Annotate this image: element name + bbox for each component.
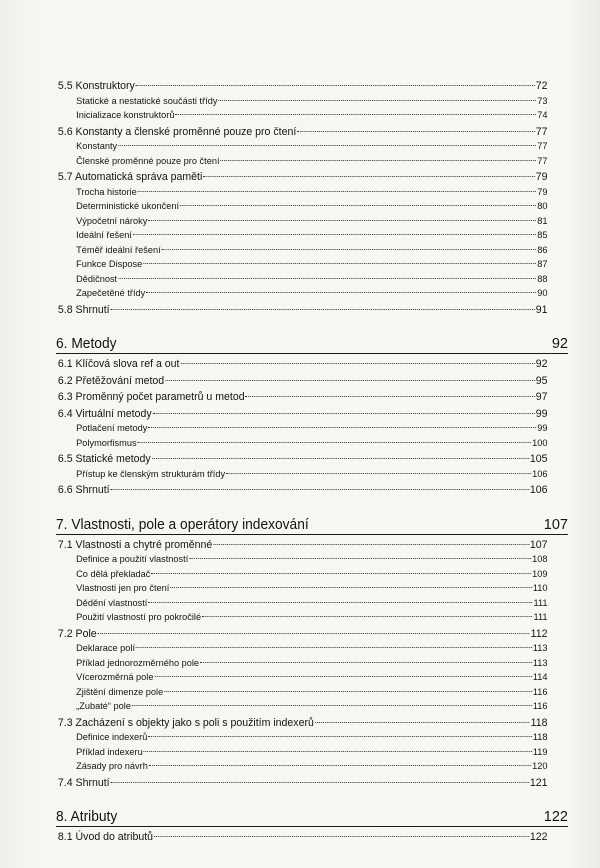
toc-section-entry <box>56 406 548 423</box>
entry-title: Zapečetěné třídy <box>76 288 146 299</box>
dot-leader <box>143 263 536 264</box>
entry-page-number: 120 <box>532 761 548 772</box>
entry-title: Potlačení metody <box>76 423 148 434</box>
entry-page-number: 86 <box>537 244 548 256</box>
dot-leader <box>164 691 532 692</box>
toc-subsection-entry <box>56 109 548 124</box>
entry-title: Použití vlastností pro pokročilé <box>76 612 202 623</box>
toc-section-entry <box>56 537 548 554</box>
dot-leader <box>152 458 529 459</box>
toc-subsection-entry <box>56 422 548 437</box>
entry-page-number: 111 <box>533 612 548 623</box>
entry-page-number: 108 <box>532 554 548 565</box>
toc-subsection-entry <box>56 468 548 483</box>
toc-section-entry <box>56 356 548 373</box>
entry-title: Co dělá překladač <box>76 568 151 580</box>
toc-subsection-entry <box>56 273 548 288</box>
dot-leader <box>144 751 532 752</box>
toc-subsection-entry <box>56 760 548 775</box>
toc-section-entry <box>56 78 548 95</box>
entry-title: 8.1 Úvod do atributů <box>57 831 154 843</box>
toc-subsection-entry <box>56 686 548 701</box>
entry-title: Definice indexerů <box>76 732 148 743</box>
entry-title: Příklad jednorozměrného pole <box>76 657 200 669</box>
dot-leader <box>170 587 532 588</box>
entry-page-number: 77 <box>537 155 548 167</box>
toc-subsection-entry <box>56 200 548 215</box>
toc-subsection-entry <box>56 229 548 244</box>
entry-page-number: 122 <box>529 831 548 843</box>
entry-title: Vlastnosti jen pro čtení <box>76 583 170 594</box>
entry-title: 6.6 Shrnutí <box>57 484 110 496</box>
chapter-page-number: 92 <box>551 336 568 352</box>
entry-title: 7.4 Shrnutí <box>57 776 110 789</box>
entry-title: Výpočetní nároky <box>76 215 148 227</box>
entry-page-number: 110 <box>532 583 548 594</box>
toc-subsection-entry <box>56 258 548 273</box>
entry-page-number: 97 <box>535 391 548 403</box>
dot-leader <box>246 396 535 397</box>
entry-title: Trocha historie <box>76 186 137 198</box>
entry-page-number: 113 <box>532 643 548 654</box>
dot-leader <box>111 782 529 783</box>
toc-subsection-entry <box>56 155 548 170</box>
entry-title: Zjištění dimenze pole <box>76 686 164 698</box>
dot-leader <box>148 427 536 428</box>
entry-title: Polymorfismus <box>76 437 137 449</box>
entry-page-number: 118 <box>532 732 548 743</box>
entry-page-number: 73 <box>537 95 548 107</box>
entry-page-number: 116 <box>532 686 548 698</box>
entry-title: Konstanty <box>76 141 118 152</box>
entry-title: 5.5 Konstruktory <box>57 80 135 92</box>
entry-page-number: 119 <box>532 746 548 758</box>
dot-leader <box>226 473 531 474</box>
toc-section-entry <box>56 482 548 499</box>
entry-title: Definice a použití vlastností <box>76 554 189 565</box>
toc-subsection-entry <box>56 700 548 715</box>
dot-leader <box>154 676 531 677</box>
entry-title: 6.4 Virtuální metody <box>57 407 152 420</box>
entry-page-number: 80 <box>537 201 548 212</box>
toc-subsection-entry <box>56 140 548 155</box>
entry-page-number: 77 <box>537 141 548 152</box>
entry-title: Funkce Dispose <box>76 259 143 270</box>
entry-title: Dědění vlastností <box>76 597 148 609</box>
entry-page-number: 121 <box>529 776 548 789</box>
entry-title: 6.5 Statické metody <box>57 453 151 465</box>
entry-page-number: 79 <box>535 171 548 183</box>
entry-page-number: 74 <box>537 110 548 121</box>
chapter-title: 7. Vlastnosti, pole a operátory indexování <box>56 516 309 533</box>
entry-page-number: 79 <box>537 186 548 198</box>
toc-section-entry <box>56 775 548 792</box>
dot-leader <box>138 191 537 192</box>
dot-leader <box>153 413 535 414</box>
toc-section-entry <box>56 829 548 846</box>
toc-subsection-entry <box>56 95 548 110</box>
entry-page-number: 99 <box>537 423 548 434</box>
entry-page-number: 112 <box>530 627 548 640</box>
dot-leader <box>315 722 530 723</box>
dot-leader <box>111 309 535 310</box>
toc-chapter-heading <box>56 332 568 354</box>
entry-page-number: 100 <box>532 437 548 449</box>
toc-section-entry <box>56 626 548 643</box>
toc-subsection-entry <box>56 597 548 612</box>
dot-leader <box>132 705 532 706</box>
entry-page-number: 91 <box>535 303 548 316</box>
entry-title: 6.1 Klíčová slova ref a out <box>57 358 180 370</box>
entry-page-number: 85 <box>537 230 548 241</box>
toc-subsection-entry <box>56 731 548 746</box>
entry-title: 6.3 Proměnný počet parametrů u metod <box>57 391 245 403</box>
toc-subsection-entry <box>56 287 548 302</box>
dot-leader <box>162 249 537 250</box>
toc-section-entry <box>56 302 548 319</box>
entry-page-number: 92 <box>535 358 548 370</box>
toc-subsection-entry <box>56 671 548 686</box>
entry-page-number: 81 <box>537 215 548 227</box>
toc-section-entry <box>56 373 548 390</box>
dot-leader <box>151 573 531 574</box>
dot-leader <box>154 836 529 837</box>
entry-title: Dědičnost <box>76 273 118 285</box>
dot-leader <box>200 662 532 663</box>
dot-leader <box>189 558 531 559</box>
entry-page-number: 106 <box>529 484 548 496</box>
entry-page-number: 113 <box>532 657 548 669</box>
dot-leader <box>148 602 532 603</box>
dot-leader <box>111 489 529 490</box>
entry-page-number: 88 <box>537 273 548 285</box>
entry-page-number: 109 <box>532 568 548 580</box>
dot-leader <box>180 205 536 206</box>
chapter-title: 8. Atributy <box>56 809 118 825</box>
dot-leader <box>118 145 536 146</box>
entry-title: 5.6 Konstanty a členské proměnné pouze pro čtení <box>57 125 297 138</box>
dot-leader <box>180 363 534 364</box>
chapter-title: 6. Metody <box>56 336 117 352</box>
chapter-page-number: 122 <box>543 809 568 825</box>
entry-page-number: 72 <box>535 80 548 92</box>
entry-title: 5.7 Automatická správa paměti <box>57 171 203 183</box>
toc-subsection-entry <box>56 611 548 626</box>
table-of-contents <box>56 78 568 846</box>
dot-leader <box>98 633 530 634</box>
dot-leader <box>218 100 536 101</box>
toc-subsection-entry <box>56 746 548 761</box>
entry-page-number: 99 <box>535 407 548 420</box>
toc-subsection-entry <box>56 568 548 583</box>
toc-section-entry <box>56 169 548 186</box>
entry-page-number: 90 <box>537 288 548 299</box>
entry-page-number: 118 <box>530 716 548 729</box>
toc-chapter-heading <box>56 805 568 827</box>
entry-title: Vícerozměrná pole <box>76 672 154 683</box>
entry-page-number: 105 <box>529 453 548 465</box>
toc-subsection-entry <box>56 437 548 452</box>
dot-leader <box>202 616 533 617</box>
entry-title: Téměř ideální řešení <box>76 244 161 256</box>
dot-leader <box>133 234 536 235</box>
dot-leader <box>136 85 535 86</box>
entry-page-number: 114 <box>532 672 548 683</box>
dot-leader <box>118 278 536 279</box>
toc-subsection-entry <box>56 553 548 568</box>
toc-section-entry <box>56 451 548 468</box>
entry-page-number: 77 <box>535 125 548 138</box>
toc-subsection-entry <box>56 582 548 597</box>
toc-subsection-entry <box>56 215 548 230</box>
dot-leader <box>148 220 536 221</box>
entry-title: Statické a nestatické součásti třídy <box>76 95 218 107</box>
entry-page-number: 116 <box>532 701 548 712</box>
entry-page-number: 95 <box>535 374 548 387</box>
entry-title: Inicializace konstruktorů <box>76 110 175 121</box>
dot-leader <box>148 736 532 737</box>
toc-chapter-heading <box>56 513 568 535</box>
entry-title: 5.8 Shrnutí <box>57 303 110 316</box>
dot-leader <box>175 114 536 115</box>
entry-page-number: 107 <box>529 538 548 551</box>
entry-title: 6.2 Přetěžování metod <box>57 374 165 387</box>
entry-title: 7.1 Vlastnosti a chytré proměnné <box>57 538 213 551</box>
entry-title: Deklarace polí <box>76 643 136 654</box>
entry-title: Členské proměnné pouze pro čtení <box>76 155 220 167</box>
entry-title: Ideální řešení <box>76 230 132 241</box>
dot-leader <box>213 544 529 545</box>
entry-title: „Zubaté“ pole <box>76 701 131 712</box>
dot-leader <box>146 292 536 293</box>
toc-section-entry <box>56 124 548 141</box>
entry-page-number: 111 <box>533 597 548 609</box>
dot-leader <box>165 380 535 381</box>
dot-leader <box>149 765 531 766</box>
toc-section-entry <box>56 389 548 406</box>
dot-leader <box>203 176 535 177</box>
entry-title: 7.3 Zacházení s objekty jako s poli s použitím indexerů <box>57 716 314 729</box>
toc-section-entry <box>56 715 548 732</box>
toc-subsection-entry <box>56 642 548 657</box>
dot-leader <box>297 131 535 132</box>
dot-leader <box>138 442 532 443</box>
toc-subsection-entry <box>56 186 548 201</box>
entry-page-number: 106 <box>532 468 548 480</box>
entry-title: Deterministické ukončení <box>76 201 180 212</box>
entry-title: Zásady pro návrh <box>76 761 148 772</box>
entry-title: Přístup ke členským strukturám třídy <box>76 468 226 480</box>
entry-title: 7.2 Pole <box>57 627 97 640</box>
chapter-page-number: 107 <box>543 516 568 533</box>
toc-subsection-entry <box>56 657 548 672</box>
entry-title: Příklad indexeru <box>76 746 143 758</box>
dot-leader <box>136 647 532 648</box>
entry-page-number: 87 <box>537 259 548 270</box>
toc-subsection-entry <box>56 244 548 259</box>
dot-leader <box>220 160 536 161</box>
